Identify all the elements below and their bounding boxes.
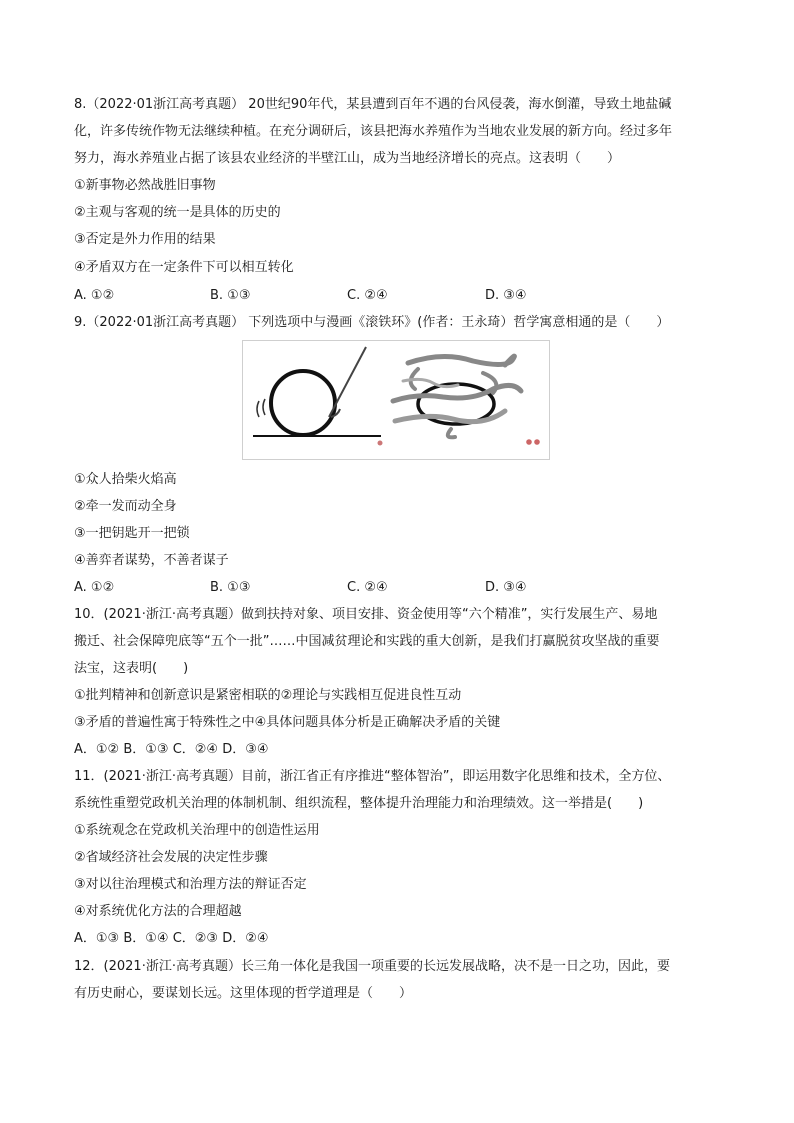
cartoon-drawing [243, 341, 549, 459]
q8-option-b[interactable]: B. ①③ [210, 288, 251, 303]
q9-item-2: ②牵一发而动全身 [74, 499, 177, 514]
scribble-1 [408, 356, 514, 365]
q10-items-line-1: ①批判精神和创新意识是紧密相联的②理论与实践相互促进良性互动 [74, 688, 462, 703]
q11-stem-line-2: 系统性重塑党政机关治理的体制机制、组织流程，整体提升治理能力和治理绩效。这一举措是( ) [74, 796, 644, 811]
q8-option-c[interactable]: C. ②④ [347, 288, 388, 303]
motion-mark-1 [263, 399, 265, 415]
dot-mark [378, 441, 383, 446]
hoop-stick [329, 347, 366, 417]
q11-item-4: ④对系统优化方法的合理超越 [74, 904, 242, 919]
q11-item-3: ③对以往治理模式和治理方法的辩证否定 [74, 877, 307, 892]
q9-option-a[interactable]: A. ①② [74, 580, 115, 595]
hoop-circle [271, 371, 335, 435]
q8-item-4: ④矛盾双方在一定条件下可以相互转化 [74, 260, 294, 275]
q11-stem-line-1: 11．(2021·浙江·高考真题）目前，浙江省正有序推进“整体智治”，即运用数字化思维和技术，全方位、 [74, 769, 671, 784]
q8-stem-line-1: 8.（2022·01浙江高考真题） 20世纪90年代，某县遭到百年不遇的台风侵袭，海水倒灌，导致土地盐碱 [74, 97, 672, 112]
q9-option-d[interactable]: D. ③④ [485, 580, 527, 595]
cartoon-rolling-hoop-image [242, 340, 550, 460]
q8-option-d[interactable]: D. ③④ [485, 288, 527, 303]
q10-options[interactable]: A．①② B．①③ C．②④ D．③④ [74, 742, 269, 757]
q10-items-line-2: ③矛盾的普遍性寓于特殊性之中④具体问题具体分析是正确解决矛盾的关键 [74, 715, 501, 730]
q12-stem-line-1: 12．(2021·浙江·高考真题）长三角一体化是我国一项重要的长远发展战略，决不是一日之功，因此，要 [74, 959, 670, 974]
q12-stem-line-2: 有历史耐心，要谋划长远。这里体现的哲学道理是（ ） [74, 986, 413, 1001]
q8-stem-line-3: 努力，海水养殖业占据了该县农业经济的半壁江山，成为当地经济增长的亮点。这表明（ ） [74, 151, 621, 166]
q8-item-3: ③否定是外力作用的结果 [74, 232, 216, 247]
q10-stem-line-1: 10．(2021·浙江·高考真题）做到扶持对象、项目安排、资金使用等“六个精准”，实行发展生产、易地 [74, 607, 658, 622]
q8-item-1: ①新事物必然战胜旧事物 [74, 178, 216, 193]
q10-stem-line-3: 法宝，这表明( ) [74, 661, 189, 676]
q10-stem-line-2: 搬迁、社会保障兜底等“五个一批”……中国减贫理论和实践的重大创新，是我们打赢脱贫攻坚战的重要 [74, 634, 660, 649]
q9-item-3: ③一把钥匙开一把锁 [74, 526, 190, 541]
q8-option-a[interactable]: A. ①② [74, 288, 115, 303]
q8-item-2: ②主观与客观的统一是具体的历史的 [74, 205, 281, 220]
q11-item-1: ①系统观念在党政机关治理中的创造性运用 [74, 823, 320, 838]
dot-mark-2 [534, 439, 540, 445]
q9-option-c[interactable]: C. ②④ [347, 580, 388, 595]
q9-item-1: ①众人拾柴火焰高 [74, 472, 177, 487]
q9-item-4: ④善弈者谋势，不善者谋子 [74, 553, 229, 568]
q11-options[interactable]: A．①③ B．①④ C．②③ D．②④ [74, 931, 269, 946]
q9-stem-line-1: 9.（2022·01浙江高考真题） 下列选项中与漫画《滚铁环》(作者：王永琦）哲学寓意相通的是（ ） [74, 315, 670, 330]
q8-stem-line-2: 化，许多传统作物无法继续种植。在充分调研后，该县把海水养殖作为当地农业发展的新方向。经过多年 [74, 124, 673, 139]
dot-mark-1 [526, 439, 532, 445]
q11-item-2: ②省域经济社会发展的决定性步骤 [74, 850, 268, 865]
motion-mark-2 [257, 401, 259, 417]
q9-option-b[interactable]: B. ①③ [210, 580, 251, 595]
